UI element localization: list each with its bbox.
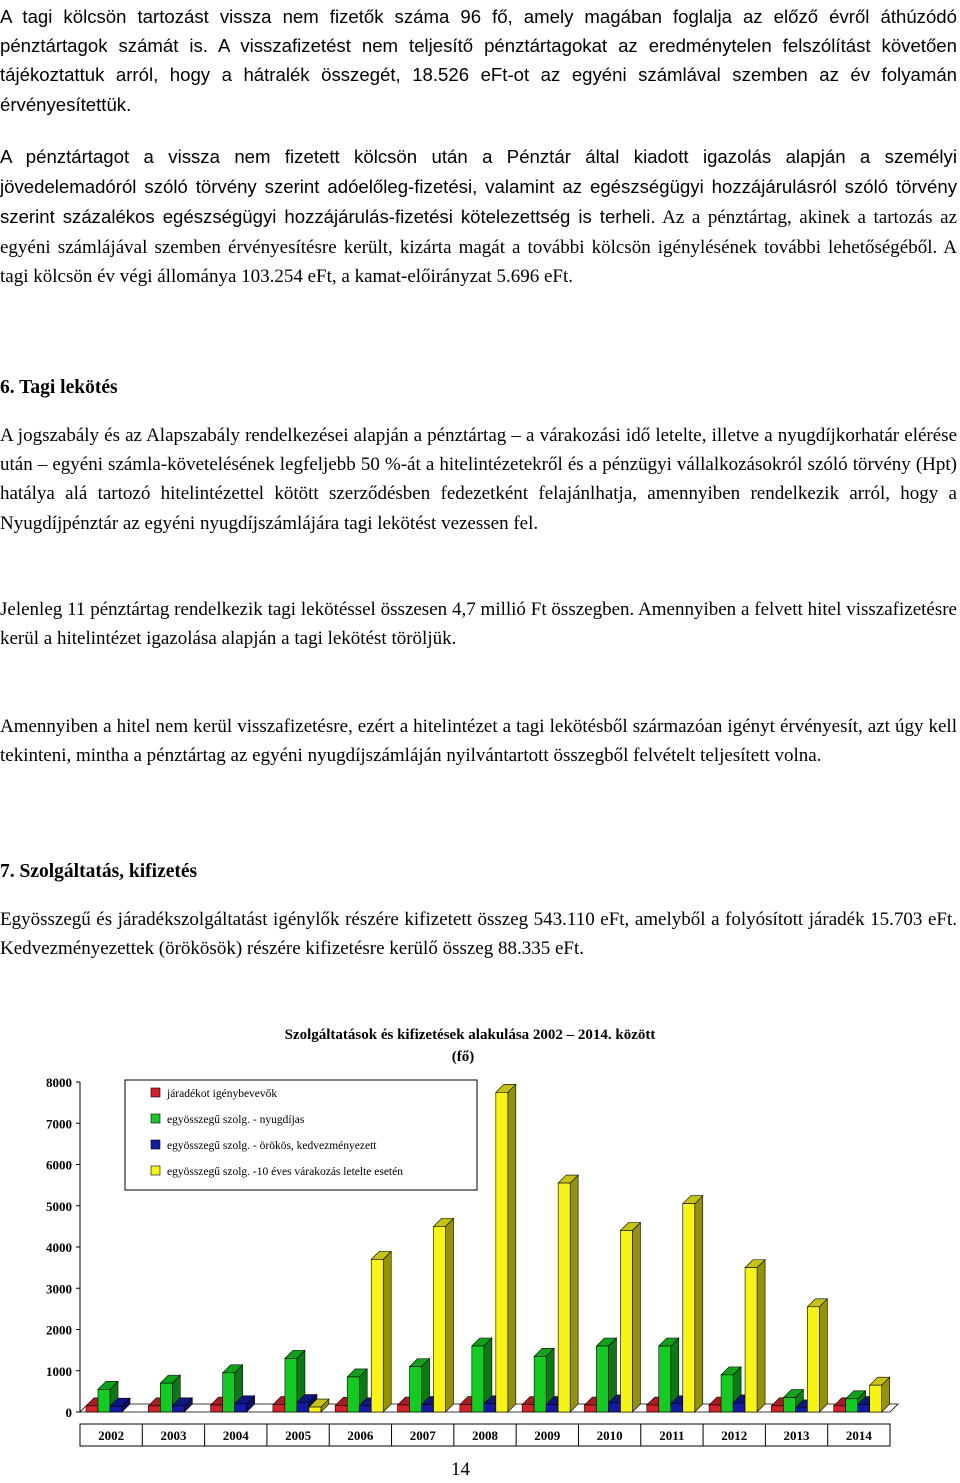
bar [807,1307,819,1412]
heading-section-6: 6. Tagi lekötés [0,377,118,398]
bar [223,1373,235,1412]
bar [371,1259,383,1412]
bar [359,1406,371,1412]
bar [721,1375,733,1412]
x-tick-label: 2006 [347,1428,374,1443]
y-tick-label: 3000 [46,1281,72,1297]
bar [745,1268,757,1412]
bar [297,1403,309,1412]
bar [410,1367,422,1412]
paragraph-loan-tax [0,142,957,291]
bar [86,1406,98,1412]
bar [347,1377,359,1412]
bar [846,1399,858,1412]
bar [434,1226,446,1412]
paragraph-loan-arrears: A tagi kölcsön tartozást vissza nem fizetők száma 96 fő, amely magában foglalja az előző évről áthúzódó pénztártagok számát is. A visszafizetést nem teljesítő pénztártagokat az eredménytelen felszólítást követően tájékoztattuk arról, hogy a hátralék összegét, 18.526 eFt-ot az egyéni számlával szemben az év folyamán érvényesítettük. [0,6,957,115]
bar [783,1398,795,1412]
bar [870,1385,882,1412]
bar [422,1405,434,1412]
paragraph-lien-current: Jelenleg 11 pénztártag rendelkezik tagi lekötéssel összesen 4,7 millió Ft összegben. Amennyiben a felvett hitel visszafizetésre kerül a hitelintézet igazolása alapján a tagi lekötést töröljük. [0,599,957,650]
paragraph-loan-tax-sans: A pénztártagot a vissza nem fizetett kölcsön után a Pénztár által kiadott igazolás alapján a személyi jövedelemadóról szóló törvény szerint adóelőleg-fizetési, valamint az egészségügyi hozzájárulásról szóló törvény szerint százalékos egészségügyi hozzájárulás-fizetési kötelezettség is terheli. [0,146,957,228]
bar-side [819,1299,827,1412]
legend-label: egyösszegű szolg. -10 éves várakozás letelte esetén [167,1166,403,1178]
bar-side [570,1175,578,1412]
bar [335,1405,347,1412]
legend-label: egyösszegű szolg. - nyugdíjas [167,1114,305,1126]
legend-swatch [151,1140,160,1149]
bar [211,1405,223,1412]
bar [285,1358,297,1412]
bar [795,1408,807,1412]
bar [858,1405,870,1412]
y-tick-label: 4000 [46,1240,72,1255]
bar [584,1405,596,1412]
paragraph-lien-rules: A jogszabály és az Alapszabály rendelkezései alapján a pénztártag – a várakozási idő letelte, illetve a nyugdíjkorhatár elérése után – egyéni számla-követelésének legfeljebb 50 %-át a hitelintézetekről és a pénzügyi vállalkozásokról szóló törvény (Hpt) hatálya alá tartozó hitelintézettel kötött szerződésben fedezetként felajánlhatja, amennyiben rendelkezik arról, hogy a Nyugdíjpénztár az egyéni nyugdíjszámlájára tagi lekötést vezessen fel. [0,425,957,534]
bar [148,1406,160,1412]
bar [160,1383,172,1412]
bar [596,1346,608,1412]
bar [733,1403,745,1412]
x-tick-label: 2014 [845,1428,872,1443]
y-tick-label: 2000 [46,1322,72,1338]
x-tick-label: 2010 [596,1428,623,1443]
bar [472,1346,484,1412]
bar [671,1404,683,1412]
bar [546,1405,558,1412]
legend-swatch [151,1114,160,1123]
y-tick-label: 8000 [46,1075,72,1090]
chart-title: Szolgáltatások és kifizetések alakulása 2002 – 2014. között [284,1027,656,1043]
bar [460,1405,472,1412]
legend-swatch [151,1088,160,1097]
bar [496,1092,508,1412]
bar [683,1204,695,1412]
bar [172,1406,184,1412]
chart-title-unit: (fő) [451,1049,475,1065]
y-tick-label: 5000 [46,1198,72,1214]
bar [484,1404,496,1412]
page-number: 14 [451,1459,470,1480]
bar [110,1406,122,1412]
legend-label: egyösszegű szolg. - örökös, kedvezményezett [167,1140,377,1152]
x-tick-label: 2005 [285,1428,312,1443]
x-tick-label: 2004 [222,1428,249,1443]
x-tick-label: 2013 [783,1428,810,1443]
x-tick-label: 2007 [409,1428,436,1443]
bar [647,1405,659,1412]
x-tick-label: 2003 [160,1428,187,1443]
bar [235,1404,247,1412]
bar [834,1406,846,1412]
bar [709,1405,721,1412]
y-tick-label: 6000 [46,1157,72,1173]
bar [273,1405,285,1412]
bar-side [446,1218,454,1412]
y-tick-label: 7000 [46,1116,72,1132]
payouts-chart [0,1015,960,1455]
paragraph-lien-claim: Amennyiben a hitel nem kerül visszafizetésre, ezért a hitelintézet a tagi lekötésből származóan igényt érvényesít, azt úgy kell tekinteni, mintha a pénztártag az egyéni nyugdíjszámláján nyilvántartott összegből felvételt teljesített volna. [0,716,957,767]
bar-side [632,1223,640,1413]
x-tick-label: 2009 [534,1428,561,1443]
bar [522,1405,534,1412]
x-tick-label: 2012 [721,1428,748,1443]
bar [534,1356,546,1412]
y-tick-label: 0 [65,1405,72,1420]
x-tick-label: 2002 [98,1428,125,1443]
x-tick-label: 2008 [472,1428,498,1443]
bar [608,1403,620,1412]
paragraph-loan-tax-serif: Az a pénztártag, akinek a tartozás az egyéni számlájával szemben érvényesítésre került, kizárta magát a további kölcsön igénylésének további lehetőségéből. A tagi kölcsön év végi állománya 103.254 eFt, a kamat-előirányzat 5.696 eFt. [0,207,957,287]
bar [398,1405,410,1412]
bar [98,1389,110,1412]
heading-section-7: 7. Szolgáltatás, kifizetés [0,861,198,882]
x-tick-label: 2011 [659,1428,685,1443]
bar-side [383,1251,391,1412]
bar [620,1231,632,1413]
bar-side [508,1084,516,1412]
paragraph-payouts: Egyösszegű és járadékszolgáltatást igénylők részére kifizetett összeg 543.110 eFt, amelyből a folyósított járadék 15.703 eFt. Kedvezményezettek (örökösök) részére kifizetésre kerülő összeg 88.335 eFt. [0,909,957,960]
legend-swatch [151,1166,160,1175]
bar-side [695,1196,703,1412]
bar [309,1407,321,1412]
bar-side [757,1260,765,1412]
legend-label: járadékot igénybevevők [167,1088,278,1100]
bar [771,1406,783,1412]
bar [558,1183,570,1412]
y-tick-label: 1000 [46,1363,72,1379]
bar [659,1346,671,1412]
